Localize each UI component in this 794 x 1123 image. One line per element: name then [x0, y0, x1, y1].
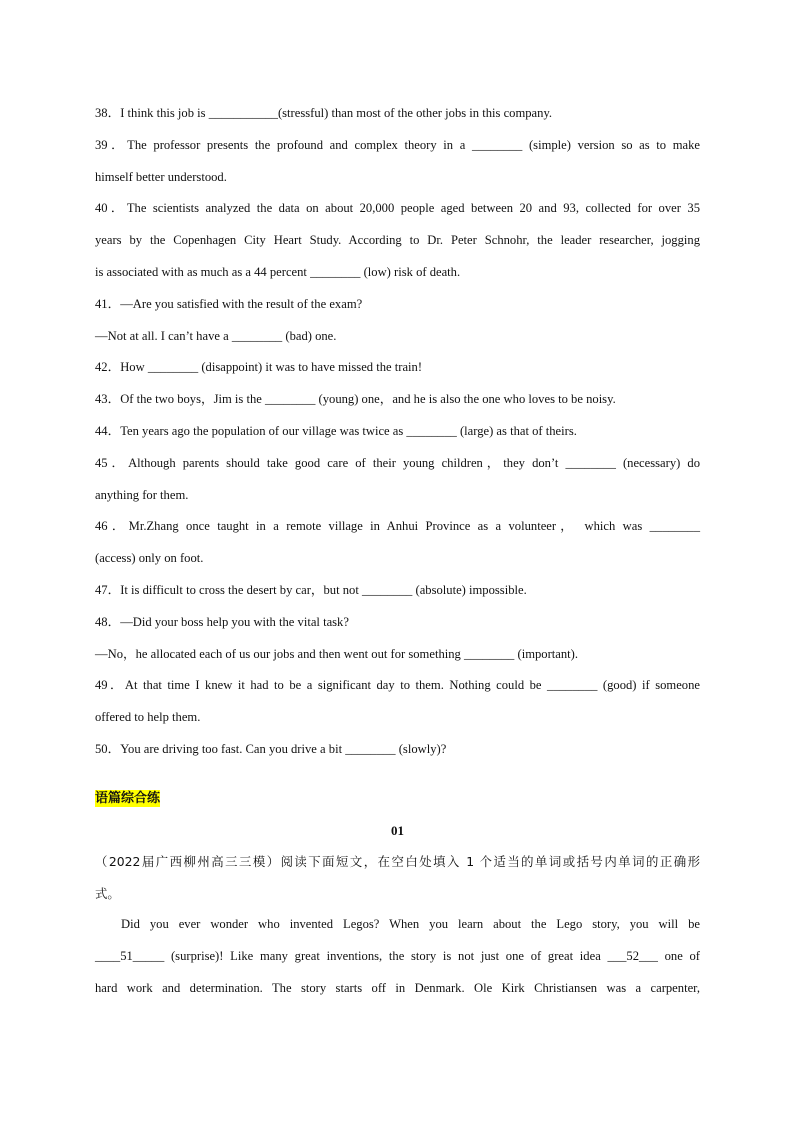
- question-line: 48．—Did your boss help you with the vital task?: [95, 614, 349, 629]
- section-heading: [95, 782, 700, 816]
- question-45: [95, 448, 700, 512]
- passage-instruction: [95, 846, 700, 910]
- question-39: [95, 130, 700, 194]
- question-line: is associated with as much as a 44 percent ________ (low) risk of death.: [95, 264, 461, 279]
- question-42: [95, 352, 700, 384]
- question-line: 40．The scientists analyzed the data on about 20,000 people aged between 20 and 93, collected for over 35: [95, 201, 700, 216]
- section-heading-text: 语篇综合练: [95, 790, 161, 806]
- question-line: 44．Ten years ago the population of our village was twice as ________ (large) as that of theirs.: [95, 423, 577, 438]
- question-line: 43．Of the two boys，Jim is the ________ (young) one，and he is also the one who loves to be noisy.: [95, 392, 616, 407]
- question-line: himself better understood.: [95, 169, 227, 184]
- question-line: 46．Mr.Zhang once taught in a remote village in Anhui Province as a volunteer， which was ________: [95, 519, 700, 534]
- question-line: 39．The professor presents the profound and complex theory in a ________ (simple) version so as to make: [95, 137, 700, 152]
- instruction-line: （2022届广西柳州高三三模）阅读下面短文，在空白处填入 1 个适当的单词或括号内单词的正确形: [95, 853, 700, 869]
- question-line: 50．You are driving too fast. Can you drive a bit ________ (slowly)?: [95, 741, 447, 756]
- question-line: 38．I think this job is ___________(stressful) than most of the other jobs in this company.: [95, 106, 553, 120]
- question-line: offered to help them.: [95, 710, 201, 725]
- question-line: years by the Copenhagen City Heart Study. According to Dr. Peter Schnohr, the leader researcher, jogging: [95, 233, 700, 248]
- question-line: 45．Although parents should take good care of their young children，they don’t ________ (necessary) do: [95, 455, 700, 470]
- question-47: [95, 575, 700, 607]
- question-line: 41．—Are you satisfied with the result of the exam?: [95, 296, 363, 311]
- question-line: —Not at all. I can’t have a ________ (bad) one.: [95, 328, 337, 343]
- question-line: 49．At that time I knew it had to be a significant day to them. Nothing could be ________ (good) if someone: [95, 678, 700, 693]
- question-40: [95, 193, 700, 288]
- passage-line: ____51_____ (surprise)! Like many great inventions, the story is not just one of great idea ___52___ one of: [95, 949, 700, 964]
- question-line: 42．How ________ (disappoint) it was to have missed the train!: [95, 360, 423, 375]
- question-46: [95, 511, 700, 575]
- question-49: [95, 670, 700, 734]
- passage-number: 01: [391, 822, 404, 838]
- question-line: 47．It is difficult to cross the desert by car，but not ________ (absolute) impossible.: [95, 582, 527, 597]
- passage-line: hard work and determination. The story starts off in Denmark. Ole Kirk Christiansen was a carpenter,: [95, 980, 700, 995]
- question-41: [95, 289, 700, 353]
- question-line: (access) only on foot.: [95, 551, 204, 566]
- question-48: [95, 607, 700, 671]
- passage-line: Did you ever wonder who invented Legos? When you learn about the Lego story, you will be: [121, 917, 700, 932]
- question-43: [95, 384, 700, 416]
- question-44: [95, 416, 700, 448]
- passage-body: [95, 909, 700, 1004]
- question-line: anything for them.: [95, 487, 189, 502]
- document-content: [95, 98, 700, 1005]
- question-line: —No，he allocated each of us our jobs and then went out for something ________ (important).: [95, 646, 579, 661]
- question-38: [95, 98, 700, 130]
- question-50: [95, 734, 700, 766]
- instruction-line: 式。: [95, 885, 120, 901]
